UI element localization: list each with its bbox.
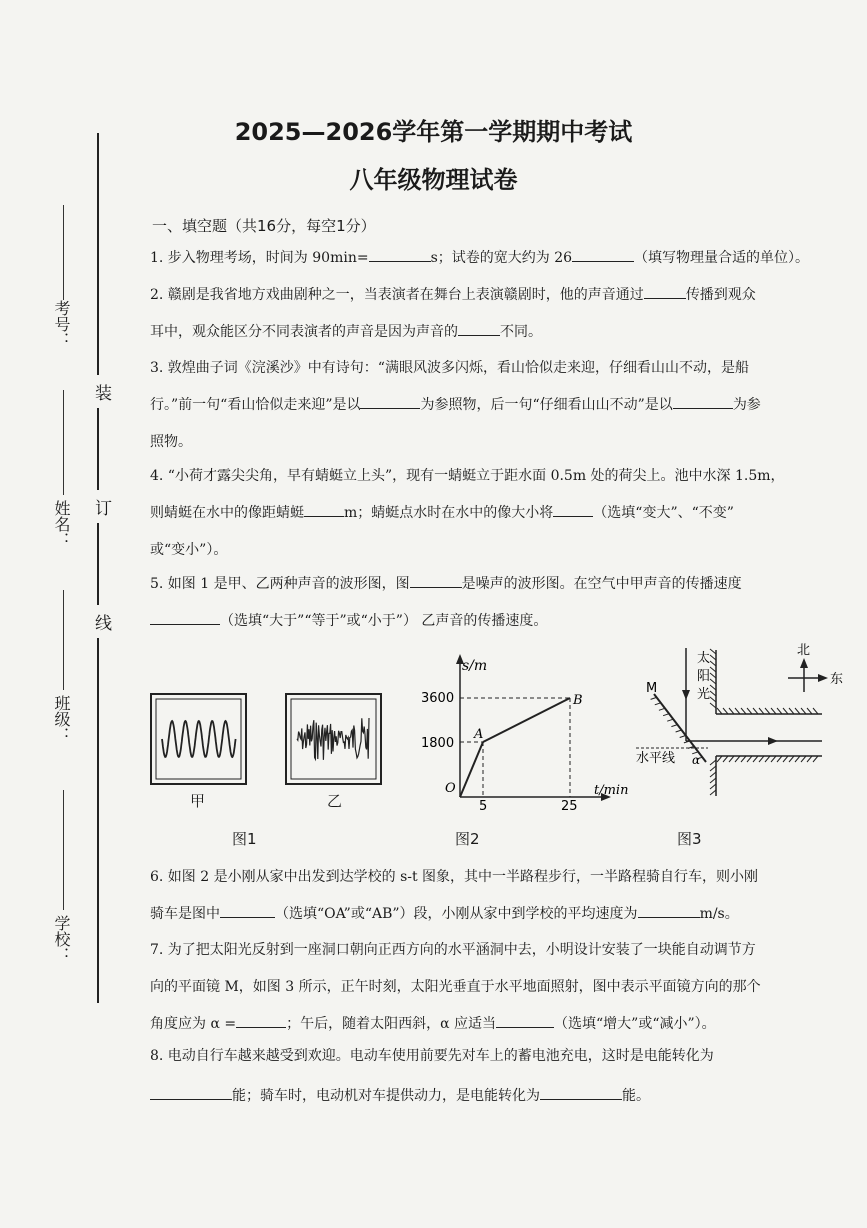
sunlight-char-1: 太 [697,651,711,666]
compass-east-arrow [818,674,828,682]
q6-blank-1[interactable] [220,903,275,918]
fig1-label-yi: 乙 [327,792,343,810]
q3-blank-1[interactable] [360,394,420,409]
bind-char-ding: 订 [95,490,112,523]
xuexiao-fill-line [63,790,64,910]
sunlight-char-3: 光 [697,687,711,702]
banji-fill-line [63,590,64,690]
point-a-label: A [474,727,484,742]
q4-blank-2[interactable] [553,502,593,517]
exam-title: 2025—2026学年第一学期期中考试 [234,118,633,146]
margin-xingming [50,500,73,548]
north-label: 北 [797,643,811,658]
margin-kaohao [50,300,73,348]
q2-blank-2[interactable] [458,321,500,336]
binding-line [97,133,99,1003]
q1-blank-2[interactable] [572,247,634,262]
mirror-label: M [646,681,658,696]
q7-blank-2[interactable] [496,1013,554,1028]
figure-3-diagram [636,638,851,813]
figure-1-waveforms [150,693,390,788]
compass-north-arrow [800,658,808,668]
kaohao-fill-line [63,205,64,300]
q2-blank-1[interactable] [644,284,686,299]
q8-blank-2[interactable] [540,1085,622,1100]
tunnel-bottom-hatch [710,756,818,795]
question-5: 5. 如图 1 是甲、乙两种声音的波形图，图 是噪声的波形图。在空气中甲声音的传播速度 （选填“大于”“等于”或“小于”） 乙声音的传播速度。 [150,566,850,640]
sun-ray-arrow [682,690,690,700]
xuexiao-label: 学校： [52,915,71,963]
xingming-fill-line [63,390,64,495]
segment-ab [483,698,570,742]
mirror-hatch [651,697,703,759]
y-tick-3600: 3600 [421,691,455,706]
bind-char-zhuang: 装 [95,375,112,408]
alpha-label: α [692,753,701,767]
margin-banji [50,695,73,743]
fig1-caption: 图1 [232,830,257,848]
question-4: 4. “小荷才露尖尖角，早有蜻蜓立上头”，现有一蜻蜓立于距水面 0.5m 处的荷尖上。池中水深 1.5m， 则蜻蜓在水中的像距蜻蜓 m；蜻蜓点水时在水中的像大小将 （选填“变大”、“不变” 或“变小”）。 [150,468,785,558]
question-3: 3. 敦煌曲子词《浣溪沙》中有诗句：“满眼风波多闪烁，看山恰似走来迎，仔细看山山不动，是船 行。”前一句“看山恰似走来迎”是以 为参照物，后一句“仔细看山山不动”是以 为参 照物。 [150,360,761,450]
y-axis-label: s/m [462,658,488,674]
origin-label: O [445,781,456,796]
x-tick-5: 5 [479,799,488,812]
tunnel-top-hatch [710,649,818,714]
question-2: 2. 赣剧是我省地方戏曲剧种之一，当表演者在舞台上表演赣剧时，他的声音通过 传播到观众 耳中，观众能区分不同表演者的声音是因为声音的 不同。 [150,277,850,351]
banji-label: 班级： [52,695,71,743]
kaohao-label: 考号： [52,300,71,348]
figure-2 [415,652,640,816]
margin-xuexiao [50,915,73,963]
q6-blank-2[interactable] [638,903,700,918]
question-1: 1. 步入物理考场，时间为 90min= s；试卷的宽大约为 26 （填写物理量合适的单位）。 [150,240,850,277]
q1-blank-1[interactable] [369,247,431,262]
question-8: 8. 电动自行车越来越受到欢迎。电动车使用前要先对车上的蓄电池充电，这时是电能转化为 能；骑车时，电动机对车提供动力，是电能转化为 能。 [150,1048,714,1104]
xingming-label: 姓名： [52,500,71,548]
x-axis-label: t/min [594,783,629,798]
x-tick-25: 25 [561,799,578,812]
figure-2-graph [415,652,640,812]
section-heading: 一、填空题（共16分，每空1分） [152,217,376,235]
q3-blank-2[interactable] [673,394,733,409]
horizontal-label: 水平线 [636,751,676,766]
figure-1 [150,693,390,792]
east-label: 东 [830,672,844,687]
exam-subtitle: 八年级物理试卷 [349,166,518,194]
q5-blank-2[interactable] [150,610,220,625]
question-7: 7. 为了把太阳光反射到一座洞口朝向正西方向的水平涵洞中去，小明设计安装了一块能自动调节方 向的平面镜 M，如图 3 所示，正午时刻，太阳光垂直于水平地面照射，图中表示平面镜方向的那个 角度应为 α = ；午后，随着太阳西斜，α 应适当 （选填“增大”或“减小”）。 [150,942,761,1032]
y-tick-1800: 1800 [421,736,455,751]
wave-jia-frame [151,694,246,784]
wave-jia-curve [162,721,236,757]
point-b-label: B [573,693,583,708]
wave-yi-curve [297,718,369,760]
figure-3 [636,638,851,817]
sunlight-char-2: 阳 [697,669,711,684]
fig2-caption: 图2 [455,830,480,848]
q5-blank-1[interactable] [410,573,462,588]
q7-blank-1[interactable] [236,1013,286,1028]
question-6: 6. 如图 2 是小刚从家中出发到达学校的 s-t 图象，其中一半路程步行，一半路程骑自行车，则小刚 骑车是图中 （选填“OA”或“AB”）段，小刚从家中到学校的平均速度为 m/s。 [150,869,759,922]
segment-oa [460,742,483,797]
fig3-caption: 图3 [677,830,702,848]
q4-blank-1[interactable] [304,502,344,517]
bind-char-xian: 线 [95,605,112,638]
fig1-label-jia: 甲 [190,792,206,810]
q8-blank-1[interactable] [150,1085,232,1100]
reflected-ray-arrow [768,737,778,745]
